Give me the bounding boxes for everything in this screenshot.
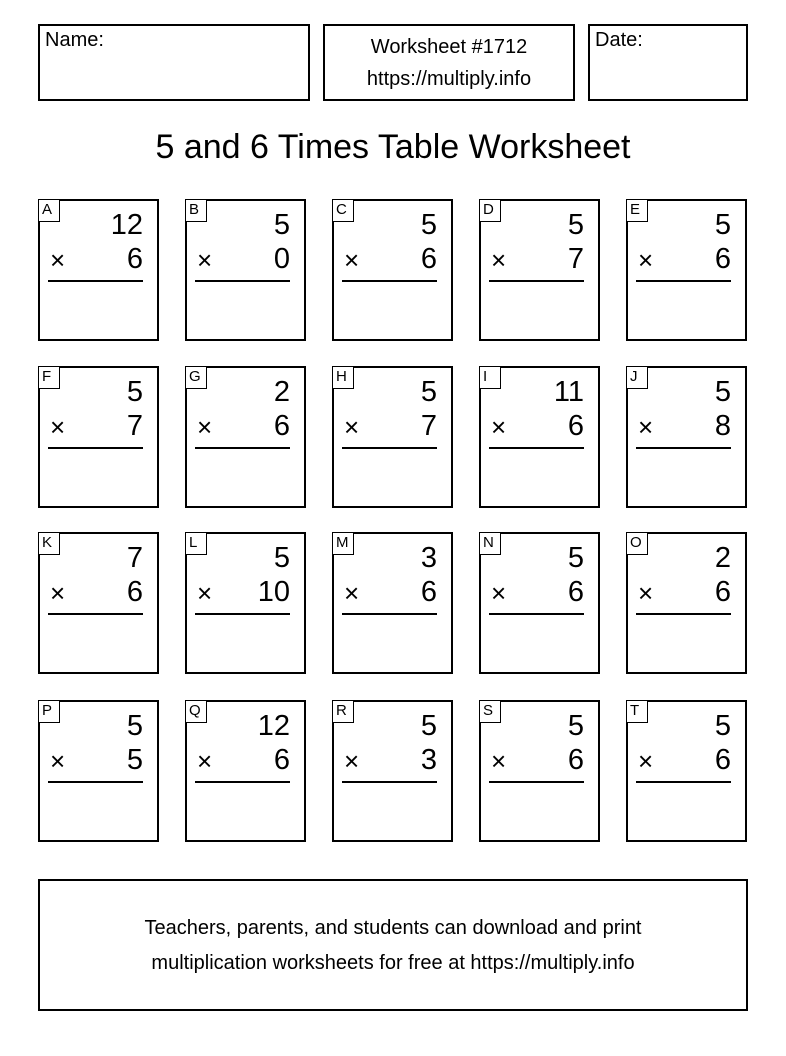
- times-sign: ×: [638, 412, 654, 442]
- problem-label: G: [185, 366, 207, 389]
- answer-line: [489, 781, 584, 783]
- answer-line: [342, 447, 437, 449]
- multiplier: 6: [567, 576, 584, 608]
- problem-label: Q: [185, 700, 207, 723]
- multiplier: 7: [420, 410, 437, 442]
- multiplier: 6: [567, 410, 584, 442]
- problem-label: I: [479, 366, 501, 389]
- problem-card: [479, 700, 600, 842]
- multiplier: 6: [273, 744, 290, 776]
- multiplier: 7: [567, 243, 584, 275]
- problem-label: F: [38, 366, 60, 389]
- problem-label: R: [332, 700, 354, 723]
- answer-line: [48, 280, 143, 282]
- answer-line: [48, 613, 143, 615]
- site-url: https://multiply.info: [366, 68, 532, 90]
- times-sign: ×: [638, 578, 654, 608]
- multiplier: 7: [126, 410, 143, 442]
- multiplier: 6: [714, 744, 731, 776]
- name-label: Name:: [45, 29, 104, 51]
- problem-card: [626, 700, 747, 842]
- problem-card: [38, 532, 159, 674]
- times-sign: ×: [197, 578, 213, 608]
- multiplicand: 7: [126, 542, 143, 574]
- problem-label: A: [38, 199, 60, 222]
- multiplicand: 2: [273, 376, 290, 408]
- multiplicand: 5: [273, 542, 290, 574]
- problem-label: H: [332, 366, 354, 389]
- multiplicand: 5: [714, 710, 731, 742]
- problem-label: M: [332, 532, 354, 555]
- problem-card: [626, 199, 747, 341]
- times-sign: ×: [197, 412, 213, 442]
- multiplicand: 5: [567, 542, 584, 574]
- answer-line: [489, 447, 584, 449]
- page-title: 5 and 6 Times Table Worksheet: [155, 128, 631, 166]
- answer-line: [195, 613, 290, 615]
- answer-line: [489, 280, 584, 282]
- multiplier: 8: [714, 410, 731, 442]
- problem-card: [185, 700, 306, 842]
- problem-label: O: [626, 532, 648, 555]
- problem-card: [626, 532, 747, 674]
- multiplier: 6: [126, 576, 143, 608]
- problem-card: [38, 366, 159, 508]
- multiplicand: 2: [714, 542, 731, 574]
- multiplier: 6: [567, 744, 584, 776]
- multiplier: 6: [420, 243, 437, 275]
- answer-line: [195, 280, 290, 282]
- footer-text-line-1: Teachers, parents, and students can download and print: [144, 917, 642, 939]
- problem-card: [479, 532, 600, 674]
- multiplicand: 5: [567, 710, 584, 742]
- multiplicand: 12: [257, 710, 290, 742]
- problem-card: [38, 199, 159, 341]
- multiplicand: 11: [553, 376, 584, 408]
- answer-line: [48, 447, 143, 449]
- problem-label: J: [626, 366, 648, 389]
- multiplier: 6: [714, 576, 731, 608]
- multiplier: 0: [273, 243, 290, 275]
- multiplier: 6: [714, 243, 731, 275]
- answer-line: [195, 781, 290, 783]
- multiplicand: 5: [714, 376, 731, 408]
- footer-text-line-2: multiplication worksheets for free at https://multiply.info: [151, 952, 635, 974]
- problem-label: D: [479, 199, 501, 222]
- problem-label: P: [38, 700, 60, 723]
- answer-line: [636, 613, 731, 615]
- multiplicand: 5: [126, 376, 143, 408]
- multiplicand: 3: [420, 542, 437, 574]
- problem-card: [38, 700, 159, 842]
- answer-line: [636, 781, 731, 783]
- times-sign: ×: [50, 746, 66, 776]
- problem-label: S: [479, 700, 501, 723]
- footer-box: [38, 879, 748, 1011]
- times-sign: ×: [50, 578, 66, 608]
- problem-label: C: [332, 199, 354, 222]
- times-sign: ×: [344, 245, 360, 275]
- times-sign: ×: [491, 746, 507, 776]
- multiplier: 6: [420, 576, 437, 608]
- multiplicand: 5: [420, 710, 437, 742]
- multiplicand: 5: [420, 376, 437, 408]
- problem-card: [185, 532, 306, 674]
- answer-line: [48, 781, 143, 783]
- multiplicand: 12: [110, 209, 143, 241]
- multiplicand: 5: [420, 209, 437, 241]
- problem-label: L: [185, 532, 207, 555]
- problem-label: E: [626, 199, 648, 222]
- times-sign: ×: [50, 245, 66, 275]
- multiplier: 6: [273, 410, 290, 442]
- answer-line: [636, 447, 731, 449]
- problem-card: [332, 532, 453, 674]
- worksheet-id: Worksheet #1712: [370, 36, 528, 58]
- times-sign: ×: [50, 412, 66, 442]
- problem-label: B: [185, 199, 207, 222]
- problem-card: [479, 366, 600, 508]
- multiplicand: 5: [273, 209, 290, 241]
- times-sign: ×: [344, 578, 360, 608]
- multiplicand: 5: [126, 710, 143, 742]
- problem-card: [332, 199, 453, 341]
- answer-line: [342, 781, 437, 783]
- answer-line: [636, 280, 731, 282]
- problem-card: [332, 700, 453, 842]
- problem-label: T: [626, 700, 648, 723]
- problem-card: [479, 199, 600, 341]
- answer-line: [342, 613, 437, 615]
- problem-card: [626, 366, 747, 508]
- times-sign: ×: [197, 245, 213, 275]
- problem-card: [185, 199, 306, 341]
- times-sign: ×: [197, 746, 213, 776]
- times-sign: ×: [491, 578, 507, 608]
- times-sign: ×: [344, 412, 360, 442]
- problem-card: [185, 366, 306, 508]
- multiplier: 6: [126, 243, 143, 275]
- times-sign: ×: [491, 245, 507, 275]
- answer-line: [195, 447, 290, 449]
- times-sign: ×: [638, 746, 654, 776]
- multiplier: 10: [257, 576, 290, 608]
- problem-card: [332, 366, 453, 508]
- times-sign: ×: [344, 746, 360, 776]
- multiplicand: 5: [714, 209, 731, 241]
- times-sign: ×: [638, 245, 654, 275]
- multiplicand: 5: [567, 209, 584, 241]
- date-label: Date:: [595, 29, 643, 51]
- answer-line: [489, 613, 584, 615]
- problem-label: N: [479, 532, 501, 555]
- multiplier: 5: [126, 744, 143, 776]
- answer-line: [342, 280, 437, 282]
- multiplier: 3: [420, 744, 437, 776]
- times-sign: ×: [491, 412, 507, 442]
- problem-label: K: [38, 532, 60, 555]
